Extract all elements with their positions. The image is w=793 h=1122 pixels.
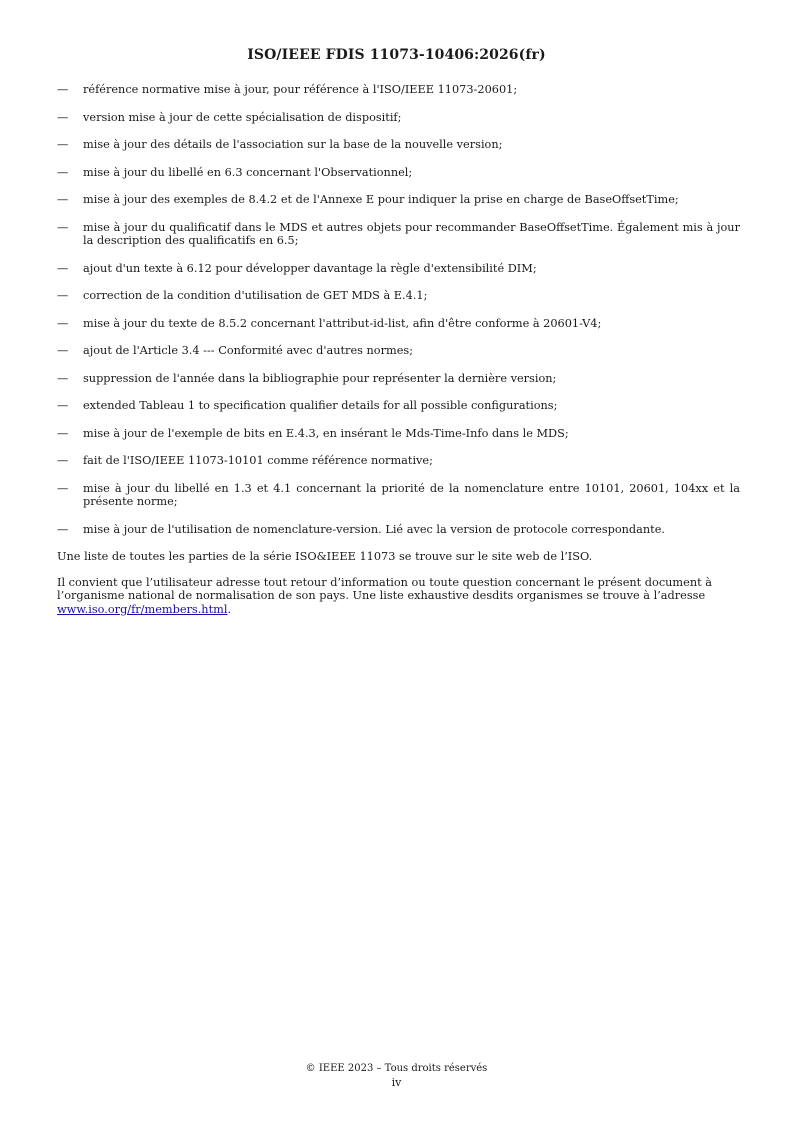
dash-bullet: — <box>57 261 69 275</box>
list-item <box>57 289 740 303</box>
list-item-text: suppression de l'année dans la bibliographie pour représenter la dernière version; <box>83 371 557 385</box>
dash-bullet: — <box>57 138 69 151</box>
list-item-text: mise à jour des exemples de 8.4.2 et de l'Annexe E pour indiquer la prise en charge de BaseOffsetTime; <box>83 193 679 206</box>
dash-bullet: — <box>57 165 69 179</box>
list-item-text: extended Tableau 1 to specification qualifier details for all possible configurations; <box>83 399 558 412</box>
list-item <box>57 482 740 509</box>
series-note-paragraph: Une liste de toutes les parties de la série ISO&IEEE 11073 se trouve sur le site web de l’ISO. <box>57 550 593 563</box>
feedback-paragraph <box>57 576 740 617</box>
dash-bullet: — <box>57 522 69 536</box>
list-item-text: mise à jour de l'utilisation de nomenclature-version. Lié avec la version de protocole correspondante. <box>83 522 665 536</box>
dash-bullet: — <box>57 344 69 357</box>
main-content <box>57 83 740 616</box>
list-item <box>57 399 740 413</box>
list-item-text: correction de la condition d'utilisation de GET MDS à E.4.1; <box>83 289 428 302</box>
list-item-text: mise à jour du libellé en 1.3 et 4.1 concernant la priorité de la nomenclature entre 10101, 20601, 104xx et la présente norme; <box>83 481 740 508</box>
list-item <box>57 193 740 207</box>
dash-bullet: — <box>57 83 69 96</box>
list-item <box>57 344 740 358</box>
list-item <box>57 166 740 180</box>
dash-bullet: — <box>57 220 69 234</box>
list-item-text: mise à jour de l'exemple de bits en E.4.3, en insérant le Mds-Time-Info dans le MDS; <box>83 426 569 440</box>
dash-bullet: — <box>57 426 69 440</box>
list-item <box>57 83 740 97</box>
dash-bullet: — <box>57 399 69 412</box>
list-item <box>57 427 740 441</box>
page-number: iv <box>391 1076 402 1089</box>
list-item-text: version mise à jour de cette spécialisation de dispositif; <box>83 110 402 124</box>
list-item <box>57 111 740 125</box>
list-item <box>57 221 740 248</box>
dash-bullet: — <box>57 481 69 495</box>
feedback-text: Il convient que l’utilisateur adresse tout retour d’information ou toute question concernant le présent document à l’organisme national de normalisation de son pays. Une liste exhaustive desdits organismes se trouve à l’adresse <box>57 575 712 602</box>
dash-bullet: — <box>57 454 69 467</box>
dash-bullet: — <box>57 193 69 206</box>
list-item <box>57 454 740 468</box>
list-item <box>57 372 740 386</box>
dash-bullet: — <box>57 289 69 302</box>
list-item-text: ajout d'un texte à 6.12 pour développer davantage la règle d'extensibilité DIM; <box>83 261 537 275</box>
list-item <box>57 138 740 152</box>
list-item <box>57 523 740 537</box>
list-item-text: ajout de l'Article 3.4 --- Conformité avec d'autres normes; <box>83 344 414 357</box>
list-item-text: fait de l'ISO/IEEE 11073-10101 comme référence normative; <box>83 454 433 467</box>
list-item-text: mise à jour du texte de 8.5.2 concernant l'attribut-id-list, afin d'être conforme à 20601-V4; <box>83 316 602 330</box>
list-item <box>57 262 740 276</box>
list-item-text: mise à jour des détails de l'association sur la base de la nouvelle version; <box>83 138 503 151</box>
dash-bullet: — <box>57 316 69 330</box>
page-footer <box>0 1062 793 1090</box>
list-item-text: référence normative mise à jour, pour référence à l'ISO/IEEE 11073-20601; <box>83 83 518 96</box>
copyright-notice: © IEEE 2023 – Tous droits réservés <box>305 1063 488 1074</box>
feedback-end: . <box>227 602 232 616</box>
changes-list <box>57 83 740 536</box>
members-link[interactable]: www.iso.org/fr/members.html <box>57 602 228 616</box>
dash-bullet: — <box>57 371 69 385</box>
dash-bullet: — <box>57 110 69 124</box>
list-item <box>57 317 740 331</box>
list-item-text: mise à jour du libellé en 6.3 concernant l'Observationnel; <box>83 165 413 179</box>
list-item-text: mise à jour du qualificatif dans le MDS et autres objets pour recommander BaseOffsetTime. Également mis à jour la description des qualificatifs en 6.5; <box>83 220 740 247</box>
document-header: ISO/IEEE FDIS 11073-10406:2026(fr) <box>247 47 546 63</box>
